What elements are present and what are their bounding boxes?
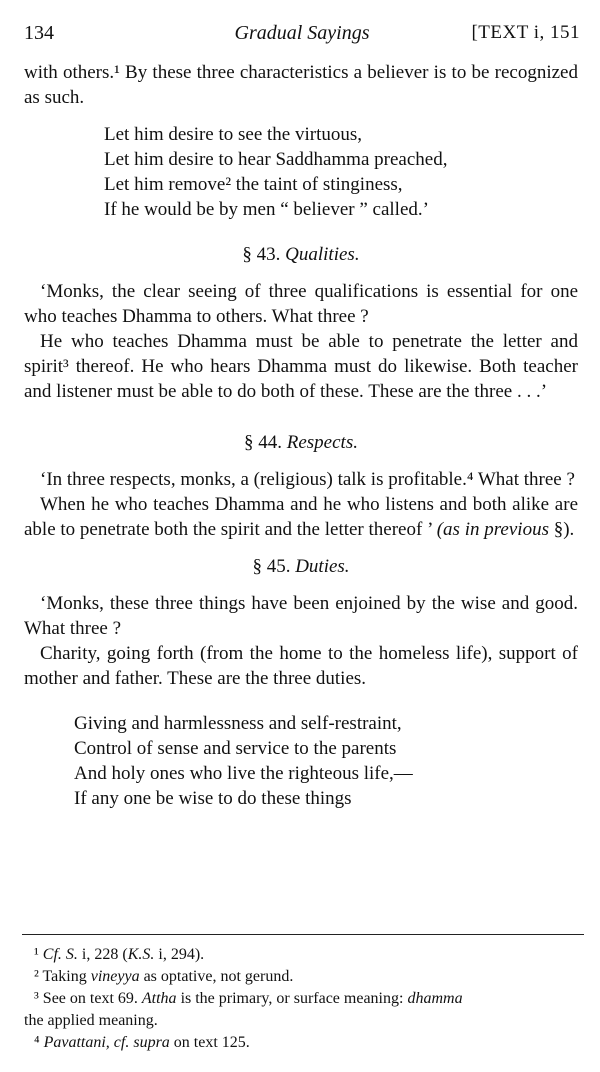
verse-2 bbox=[74, 711, 578, 811]
page-header bbox=[24, 20, 580, 46]
footnotes bbox=[24, 944, 578, 1054]
footnote-3-continued: the applied meaning. bbox=[24, 1012, 158, 1029]
running-title: Gradual Sayings bbox=[234, 22, 370, 44]
verse-line: Let him desire to see the virtuous, bbox=[104, 124, 363, 145]
verse-line: Let him desire to hear Saddhamma preached, bbox=[104, 149, 448, 170]
section-43-paragraph-1: ‘Monks, the clear seeing of three qualifications is essential for one who teaches Dhamma to others. What three ? bbox=[24, 281, 578, 327]
section-45-heading: § 45. Duties. bbox=[252, 556, 350, 577]
section-44-paragraph-2: When he who teaches Dhamma and he who listens and both alike are able to penetrate both the spirit and the letter thereof ’ (as in previous §). bbox=[24, 494, 578, 540]
section-45-paragraph-1: ‘Monks, these three things have been enjoined by the wise and good. What three ? bbox=[24, 593, 578, 639]
page-body bbox=[24, 60, 578, 811]
text-reference: [TEXT i, 151 bbox=[471, 22, 580, 43]
verse-line: Let him remove² the taint of stinginess, bbox=[104, 174, 403, 195]
opening-paragraph: with others.¹ By these three characteristics a believer is to be recognized as such. bbox=[24, 62, 578, 108]
section-44-heading: § 44. Respects. bbox=[244, 432, 358, 453]
verse-1 bbox=[104, 122, 578, 222]
section-43-paragraph-2: He who teaches Dhamma must be able to penetrate the letter and spirit³ thereof. He who hears Dhamma must do likewise. Both teacher and listener must be able to do both of these. These are the three . . .’ bbox=[24, 331, 578, 402]
verse-line: And holy ones who live the righteous life,— bbox=[74, 763, 413, 784]
section-44-paragraph-1: ‘In three respects, monks, a (religious) talk is profitable.⁴ What three ? bbox=[40, 469, 575, 490]
page-number: 134 bbox=[24, 22, 54, 44]
footnote-3: ³ See on text 69. Attha is the primary, or surface meaning: dhamma bbox=[34, 990, 463, 1007]
verse-line: Control of sense and service to the parents bbox=[74, 738, 397, 759]
verse-line: If any one be wise to do these things bbox=[74, 788, 352, 809]
verse-line: If he would be by men “ believer ” called.’ bbox=[104, 199, 429, 220]
section-45-paragraph-2: Charity, going forth (from the home to the homeless life), support of mother and father. These are the three duties. bbox=[24, 643, 578, 689]
footnote-1: ¹ Cf. S. i, 228 (K.S. i, 294). bbox=[34, 946, 205, 963]
section-43-heading: § 43. Qualities. bbox=[242, 244, 360, 265]
verse-line: Giving and harmlessness and self-restraint, bbox=[74, 713, 402, 734]
footnote-4: ⁴ Pavattani, cf. supra on text 125. bbox=[34, 1034, 250, 1051]
footnote-2: ² Taking vineyya as optative, not gerund. bbox=[34, 968, 294, 985]
footnote-divider bbox=[22, 934, 584, 935]
